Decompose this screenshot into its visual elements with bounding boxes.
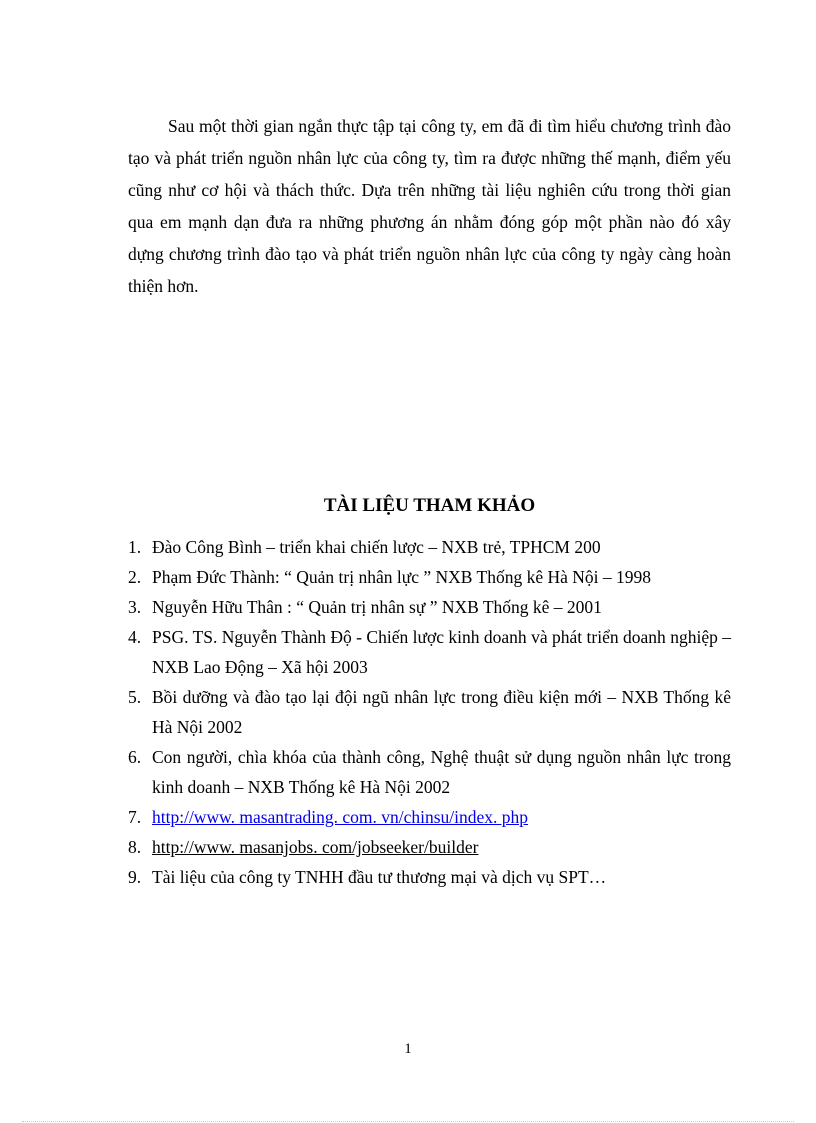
reference-number: 5. xyxy=(128,687,142,707)
reference-text: Bồi dưỡng và đào tạo lại đội ngũ nhân lực trong điều kiện mới – NXB Thống kê Hà Nội 2002 xyxy=(152,687,731,737)
reference-item xyxy=(128,682,731,742)
reference-number: 2. xyxy=(128,567,142,587)
reference-text: Tài liệu của công ty TNHH đầu tư thương mại và dịch vụ SPT… xyxy=(152,867,607,887)
reference-item xyxy=(128,862,731,892)
references-list xyxy=(128,532,731,892)
reference-item xyxy=(128,742,731,802)
intro-paragraph: Sau một thời gian ngắn thực tập tại công ty, em đã đi tìm hiểu chương trình đào tạo và phát triển nguồn nhân lực của công ty, tìm ra được những thế mạnh, điểm yếu cũng như cơ hội và thách thức. Dựa trên những tài liệu nghiên cứu trong thời gian qua em mạnh dạn đưa ra những phương án nhằm đóng góp một phần nào đó xây dựng chương trình đào tạo và phát triển nguồn nhân lực của công ty ngày càng hoàn thiện hơn. xyxy=(128,116,731,296)
page-bottom-divider xyxy=(22,1121,794,1122)
reference-text: Phạm Đức Thành: “ Quản trị nhân lực ” NXB Thống kê Hà Nội – 1998 xyxy=(152,567,651,587)
reference-item xyxy=(128,592,731,622)
reference-item xyxy=(128,832,731,862)
references-title: TÀI LIỆU THAM KHẢO xyxy=(323,495,536,516)
reference-item xyxy=(128,562,731,592)
reference-item xyxy=(128,622,731,682)
page-number: 1 xyxy=(404,1041,412,1057)
reference-link-masanjobs[interactable]: http://www. masanjobs. com/jobseeker/builder xyxy=(152,837,479,857)
reference-number: 9. xyxy=(128,867,142,887)
reference-text: Nguyễn Hữu Thân : “ Quản trị nhân sự ” NXB Thống kê – 2001 xyxy=(152,597,602,617)
reference-text: Đào Công Bình – triển khai chiến lược – NXB trẻ, TPHCM 200 xyxy=(152,537,601,557)
reference-number: 1. xyxy=(128,537,142,557)
reference-number: 4. xyxy=(128,627,142,647)
reference-number: 3. xyxy=(128,597,142,617)
reference-text: Con người, chìa khóa của thành công, Nghệ thuật sử dụng nguồn nhân lực trong kinh doanh – NXB Thống kê Hà Nội 2002 xyxy=(152,747,731,797)
reference-number: 6. xyxy=(128,747,142,767)
reference-item xyxy=(128,802,731,832)
reference-text: PSG. TS. Nguyễn Thành Độ - Chiến lược kinh doanh và phát triển doanh nghiệp – NXB Lao Động – Xã hội 2003 xyxy=(152,627,731,677)
reference-item xyxy=(128,532,731,562)
reference-number: 7. xyxy=(128,807,142,827)
reference-link-masantrading[interactable]: http://www. masantrading. com. vn/chinsu/index. php xyxy=(152,807,529,827)
reference-number: 8. xyxy=(128,837,142,857)
